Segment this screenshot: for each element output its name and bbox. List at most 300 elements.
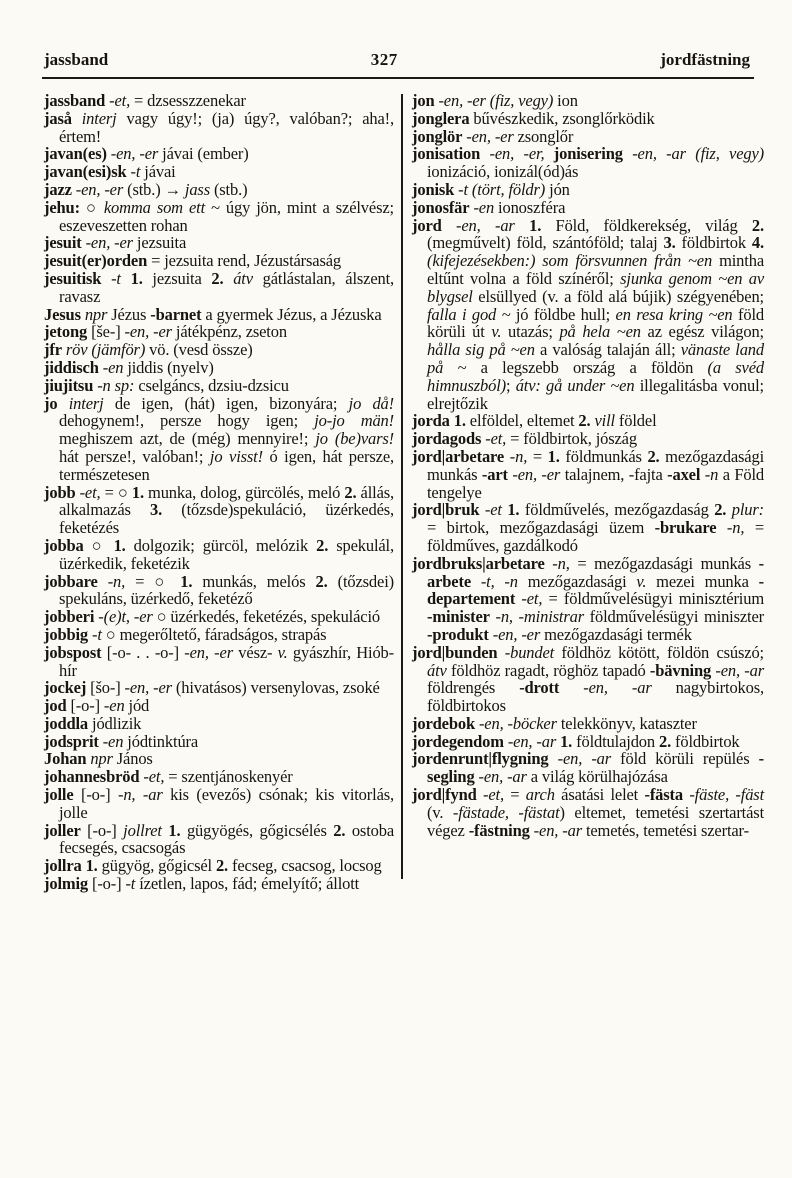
headword-bold-text: 1.	[120, 268, 143, 288]
grammar-italic-text: -en, -er	[120, 322, 172, 342]
headword-bold-text: joller	[44, 820, 81, 840]
dictionary-entry	[44, 181, 394, 199]
headword-bold-text: -departement	[427, 571, 764, 609]
headword-bold-text: jordegendom	[412, 731, 504, 751]
translation-text: mezőgazdasági	[517, 571, 637, 591]
grammar-italic-text: -t	[121, 874, 136, 894]
translation-text: földhöz kötött, földön csúszó;	[554, 642, 764, 662]
translation-text: kis (evezős) csónak; kis vitorlás, jolle	[59, 785, 394, 822]
translation-text: [-o-]	[80, 820, 117, 840]
grammar-italic-text: -en, -ar	[559, 678, 652, 698]
grammar-italic-text: -en, -er (fiz, vegy)	[434, 91, 554, 110]
headword-bold-text: jordebok	[412, 713, 475, 733]
dictionary-entry	[44, 697, 394, 715]
translation-text: vagy úgy!; (ja) úgy?, valóban?; aha!, értem!	[59, 108, 394, 146]
headword-bold-text: jiujitsu	[44, 375, 94, 395]
grammar-italic-text: -en, -böcker	[474, 713, 557, 733]
headword-bold-text: jesuit(er)orden	[44, 251, 148, 271]
translation-text: [šo-]	[86, 678, 121, 698]
grammar-italic-text: -et	[479, 500, 502, 520]
grammar-italic-text: -n,	[544, 553, 570, 573]
headword-bold-text: 2.	[714, 500, 727, 520]
headword-bold-text: jehu:	[44, 197, 80, 217]
translation-text: vö. (vesd össze)	[145, 340, 253, 360]
translation-text: jiddis (nyelv)	[123, 357, 214, 377]
dictionary-entry	[44, 644, 394, 680]
translation-text: ○ megerőltető, fáradságos, strapás	[101, 624, 327, 644]
translation-text: nagybirtokos, földbirtokos	[427, 678, 764, 716]
grammar-italic-text: -en, -ar	[503, 731, 557, 751]
headword-bold-text: Jesus	[44, 304, 81, 324]
translation-text: föld körüli repülés	[611, 749, 759, 769]
dictionary-entry	[412, 412, 764, 430]
grammar-italic-text: på hela ~en	[559, 322, 641, 342]
headword-bold-text: joddla	[44, 713, 89, 733]
grammar-italic-text: -en, -er,	[480, 144, 545, 164]
dictionary-entry	[44, 306, 394, 324]
translation-text: gyászhír, Hiób-hír	[59, 642, 394, 680]
headword-bold-text: jord|bunden	[412, 642, 498, 662]
headword-bold-text: 1.	[180, 571, 193, 591]
dictionary-entry	[412, 501, 764, 554]
translation-text: ;	[506, 375, 516, 395]
translation-text: [-o-]	[88, 874, 122, 894]
translation-text: az egész világon;	[640, 322, 764, 342]
grammar-italic-text: vänaste land på ~	[427, 340, 764, 377]
translation-text: = földbirtok, jószág	[506, 429, 637, 449]
translation-text: (tőzsde)spekuláció, üzérkedés, feketézés	[59, 500, 394, 538]
translation-text: jezsuita	[142, 268, 202, 288]
translation-text: zsonglőr	[513, 126, 574, 146]
grammar-italic-text: -en, -er	[71, 179, 124, 199]
translation-text: = mezőgazdasági munkás	[569, 553, 759, 573]
dictionary-entry	[44, 163, 394, 181]
grammar-italic-text: -en, -er	[488, 624, 541, 644]
translation-text: gügyög, gőgicsél	[97, 856, 216, 876]
grammar-italic-text: falla i god ~	[427, 304, 511, 324]
grammar-italic-text: -t (tört, földr)	[454, 179, 546, 199]
grammar-italic-text: átv	[427, 660, 447, 680]
grammar-italic-text: -n, -ar	[110, 785, 163, 805]
grammar-italic-text: npr	[86, 749, 113, 769]
headword-bold-text: -fästa	[644, 785, 683, 805]
translation-text: ostoba fecsegés, csacsogás	[59, 820, 394, 858]
grammar-italic-text: -n,	[504, 446, 528, 466]
dictionary-entry	[412, 733, 764, 751]
grammar-italic-text: -n,	[97, 571, 126, 591]
grammar-italic-text: v.	[277, 642, 288, 662]
dictionary-entry	[44, 199, 394, 235]
grammar-italic-text: jo visst!	[209, 446, 263, 466]
dictionary-entry	[44, 270, 394, 306]
headword-bold-text: jobberi	[44, 607, 95, 627]
dictionary-entry	[412, 181, 764, 199]
dictionary-entry	[44, 733, 394, 751]
grammar-italic-text: -en, -er	[462, 126, 514, 146]
translation-text: ○	[79, 197, 104, 217]
translation-text: hát persze!, valóban!;	[59, 446, 210, 466]
dictionary-entry	[412, 715, 764, 733]
grammar-italic-text: -en, -er	[106, 144, 159, 164]
translation-text: János	[112, 749, 153, 769]
translation-text: illegalitásba vonul; elrejtőzik	[427, 375, 764, 413]
dictionary-entry	[412, 786, 764, 839]
translation-text: (tőzsdei) spekuláns, üzérkedő, feketéző	[59, 571, 394, 609]
header-left-guideword: jassband	[44, 50, 109, 69]
headword-bold-text: -arbete	[427, 553, 764, 591]
translation-text: gátlástalan, álszent, ravasz	[59, 268, 394, 306]
headword-bold-text: 1.	[113, 535, 126, 555]
translation-text: Jézus	[107, 304, 147, 324]
headword-bold-text: jobbare	[44, 571, 98, 591]
translation-text: = földműves, gazdálkodó	[427, 518, 764, 555]
grammar-italic-text: -en	[99, 696, 125, 716]
translation-text: föld körüli út	[427, 304, 764, 342]
translation-text: de igen, (hát) igen, bizonyára;	[103, 393, 349, 413]
translation-text: (megművelt) föld, szántóföld; talaj	[427, 233, 664, 253]
headword-bold-text: 2.	[647, 446, 660, 466]
headword-bold-text: jazz	[44, 179, 72, 199]
dictionary-entry	[44, 145, 394, 163]
grammar-italic-text: -en, -er	[178, 642, 233, 662]
grammar-italic-text: -bundet	[497, 642, 555, 662]
headword-bold-text: jonglör	[412, 126, 463, 146]
headword-bold-text: johannesbröd	[44, 767, 140, 787]
grammar-italic-text: -t	[101, 268, 121, 288]
headword-bold-text: jobb	[44, 482, 76, 502]
translation-text: (hivatásos) versenylovas, zsoké	[171, 678, 380, 698]
translation-text: földel	[614, 411, 657, 431]
dictionary-entry	[412, 430, 764, 448]
grammar-italic-text: -en, -ar	[441, 215, 515, 235]
grammar-italic-text: -et,	[476, 785, 504, 805]
grammar-italic-text: -et,	[481, 429, 507, 449]
headword-bold-text: jesuit	[44, 233, 82, 253]
translation-text: jón	[545, 179, 570, 199]
grammar-italic-text: -en, -er	[120, 678, 172, 698]
translation-text: fecseg, csacsog, locsog	[228, 856, 382, 876]
headword-bold-text: jfr	[44, 340, 62, 360]
translation-text: a Föld tengelye	[427, 464, 764, 502]
headword-bold-text: jonglera	[412, 108, 470, 128]
dictionary-entry	[44, 323, 394, 341]
headword-bold-text: -bävning	[649, 660, 712, 680]
translation-text: talajnem, -fajta	[560, 464, 668, 484]
translation-text: gügyögés, gőgicsélés	[180, 820, 334, 840]
translation-text: [-o-]	[66, 696, 100, 716]
grammar-italic-text: átv	[223, 268, 253, 288]
grammar-italic-text: sjunka genom ~en av blygsel	[427, 268, 764, 306]
translation-text: = ○	[100, 482, 132, 502]
translation-text: földhöz ragadt, röghöz tapadó	[446, 660, 650, 680]
headword-bold-text: 1.	[161, 820, 181, 840]
translation-text: [še-]	[87, 322, 121, 342]
headword-bold-text: -barnet	[146, 304, 202, 324]
translation-text: földbirtok	[675, 233, 752, 253]
translation-text: telekkönyv, kataszter	[556, 713, 697, 733]
headword-bold-text: jon	[412, 91, 435, 110]
headword-bold-text: jord|arbetare	[412, 446, 505, 466]
headword-bold-text: jolmig	[44, 874, 89, 894]
dictionary-entry	[44, 395, 394, 484]
translation-text: ásatási lelet	[554, 785, 645, 805]
headword-bold-text: Johan	[44, 749, 87, 769]
dictionary-entry	[44, 359, 394, 377]
dictionary-entry	[412, 128, 764, 146]
dictionary-entry	[44, 608, 394, 626]
headword-bold-text: 2.	[578, 411, 591, 431]
dictionary-entry	[44, 768, 394, 786]
grammar-italic-text: -en	[98, 731, 124, 751]
translation-text: a gyermek Jézus, a Jézuska	[201, 304, 382, 324]
headword-bold-text: jockej	[44, 678, 87, 698]
translation-text: ízetlen, lapos, fád; émelyítő; állott	[135, 874, 360, 894]
running-header	[0, 0, 792, 70]
headword-bold-text: 2.	[333, 820, 346, 840]
translation-text: = szentjánoskenyér	[164, 767, 293, 787]
translation-text: jó földbe hull;	[510, 304, 616, 324]
dictionary-entry	[44, 92, 394, 110]
headword-bold-text: -segling	[427, 749, 764, 787]
grammar-italic-text: -en	[469, 197, 495, 217]
headword-bold-text: 3.	[663, 233, 676, 253]
headword-bold-text: 4.	[751, 233, 764, 253]
headword-bold-text: -drott	[519, 678, 560, 698]
dictionary-entry	[44, 626, 394, 644]
headword-bold-text: jassband	[44, 91, 106, 110]
headword-bold-text: -produkt	[427, 624, 489, 644]
headword-bold-text: 1.	[556, 731, 573, 751]
translation-text: ó igen, hát persze, természetesen	[59, 446, 394, 484]
headword-bold-text: jonosfär	[412, 197, 470, 217]
translation-text: munka, dolog, gürcölés, meló	[143, 482, 345, 502]
grammar-italic-text: -t	[88, 624, 102, 644]
translation-text: elsüllyed (v. a föld alá bújik) szégyenében;	[472, 286, 764, 306]
translation-text: dolgozik; gürcöl, melózik	[125, 535, 317, 555]
translation-text: jódtinktúra	[123, 731, 199, 751]
dictionary-entry	[412, 448, 764, 501]
translation-text: földrengés	[427, 678, 520, 698]
grammar-italic-text: -en, -ar (fiz, vegy)	[622, 144, 764, 164]
translation-text: a valóság talaján áll;	[534, 340, 681, 360]
grammar-italic-text: v.	[491, 322, 502, 342]
translation-text: mezőgazdasági termék	[540, 624, 692, 644]
translation-text: utazás;	[501, 322, 560, 342]
grammar-italic-text: -en, -ar	[711, 660, 764, 680]
headword-bold-text: 2.	[751, 215, 764, 235]
translation-text: dehogynem!, persze hogy igen;	[59, 411, 315, 431]
translation-text: földbirtok	[671, 731, 740, 751]
grammar-italic-text: jo då!	[348, 393, 394, 413]
column-divider	[401, 94, 403, 879]
translation-text: mezőgazdasági munkás	[427, 446, 765, 484]
dictionary-entry	[44, 234, 394, 252]
translation-text: = ○	[125, 571, 181, 591]
dictionary-entry	[44, 537, 394, 573]
grammar-italic-text: jollret	[116, 820, 162, 840]
dictionary-entry	[44, 750, 394, 768]
right-column	[412, 92, 764, 893]
translation-text: (stb.) →	[123, 179, 185, 199]
headword-bold-text: 1.	[81, 856, 98, 876]
grammar-italic-text: en resa kring ~en	[615, 304, 733, 324]
grammar-italic-text: -n,	[716, 518, 745, 538]
grammar-italic-text: -et,	[515, 589, 543, 609]
grammar-italic-text: arch	[525, 785, 555, 805]
grammar-italic-text: -et,	[139, 767, 165, 787]
translation-text: cselgáncs, dzsiu-dzsicu	[134, 375, 289, 395]
grammar-italic-text: (kifejezésekben:) som försvunnen från ~en	[427, 251, 713, 271]
grammar-italic-text: -fäste, -fäst	[682, 785, 764, 805]
translation-text: jód	[124, 696, 150, 716]
headword-bold-text: jordbruks|arbetare	[412, 553, 545, 573]
translation-text: állás, alkalmazás	[59, 482, 394, 520]
dictionary-entry	[44, 715, 394, 733]
translation-text: jávai (ember)	[158, 144, 249, 164]
translation-text: meghiszem azt, de (még) mennyire!;	[59, 429, 316, 449]
translation-text: ionoszféra	[494, 197, 566, 217]
translation-text: földmunkás	[559, 446, 648, 466]
headword-bold-text: jaså	[44, 108, 72, 128]
headword-bold-text: 2.	[201, 268, 224, 288]
headword-bold-text: jordagods	[412, 429, 482, 449]
translation-text: játékpénz, zseton	[171, 322, 287, 342]
dictionary-entry	[44, 822, 394, 858]
grammar-italic-text: -et,	[75, 482, 101, 502]
headword-bold-text: jobbig	[44, 624, 89, 644]
grammar-italic-text: -et,	[105, 91, 131, 110]
grammar-italic-text: -en	[98, 357, 124, 377]
grammar-italic-text: -en, -er	[81, 233, 133, 253]
translation-text: bűvészkedik, zsonglőrködik	[469, 108, 655, 128]
translation-text: elföldel, eltemet	[465, 411, 579, 431]
headword-bold-text: jord	[412, 215, 442, 235]
headword-bold-text: jobba	[44, 535, 84, 555]
grammar-italic-text: v.	[636, 571, 647, 591]
left-column	[44, 92, 394, 893]
headword-bold-text: 2.	[316, 535, 329, 555]
headword-bold-text: jodsprit	[44, 731, 99, 751]
page-number: 327	[370, 50, 398, 69]
dictionary-entry	[44, 110, 394, 146]
translation-text: = jezsuita rend, Jézustársaság	[147, 251, 342, 271]
headword-bold-text: 2.	[215, 856, 229, 876]
grammar-italic-text: röv (jämför)	[61, 340, 146, 360]
grammar-italic-text: interj	[57, 393, 104, 413]
grammar-italic-text: plur:	[726, 500, 765, 520]
headword-bold-text: jord|bruk	[412, 500, 480, 520]
dictionary-entry	[44, 875, 394, 893]
headword-bold-text: jollra	[44, 856, 82, 876]
translation-text: a világ körülhajózása	[526, 767, 668, 787]
headword-bold-text: -axel	[667, 464, 701, 484]
dictionary-entry	[412, 92, 764, 110]
grammar-italic-text: -t	[126, 162, 141, 182]
dictionary-entry	[44, 377, 394, 395]
dictionary-entry	[44, 341, 394, 359]
headword-bold-text: jonisation	[412, 144, 481, 164]
grammar-italic-text: -en, -ar	[548, 749, 612, 769]
headword-bold-text: jetong	[44, 322, 88, 342]
translation-text: ~ úgy jön, mint a szélvész; eszeveszetten rohan	[59, 197, 394, 235]
headword-bold-text: javan(esi)sk	[44, 162, 127, 182]
translation-text: ion	[553, 91, 578, 110]
grammar-italic-text: -en, -ar	[474, 767, 527, 787]
translation-text: a legszebb ország a földön	[466, 357, 708, 377]
grammar-italic-text: jass	[184, 179, 210, 199]
dictionary-entry	[412, 145, 764, 181]
dictionary-entry	[44, 573, 394, 609]
translation-text: ionizáció, ionizál(ód)ás	[427, 162, 579, 182]
headword-bold-text: jorda	[412, 411, 450, 431]
translation-text: = dzsesszzenekar	[130, 91, 246, 110]
headword-bold-text: jonisk	[412, 179, 455, 199]
grammar-italic-text: interj	[71, 108, 117, 128]
headword-bold-text: 3.	[149, 500, 163, 520]
translation-text: spekulál, üzérkedik, feketézik	[59, 535, 394, 573]
headword-bold-text: 1.	[131, 482, 144, 502]
translation-text: (v.	[427, 802, 453, 822]
headword-bold-text: 1.	[514, 215, 542, 235]
translation-text: földművelésügyi miniszter	[583, 607, 765, 627]
grammar-italic-text: átv: gå under ~en	[515, 375, 635, 395]
grammar-italic-text: npr	[80, 304, 108, 324]
translation-text: =	[527, 446, 548, 466]
translation-text: = birtok, mezőgazdasági üzem	[427, 518, 655, 538]
grammar-italic-text: -en, -er	[507, 464, 561, 484]
headword-bold-text: 1.	[449, 411, 466, 431]
translation-text: mezei munka	[646, 571, 759, 591]
translation-text: mintha eltűnt volna a föld színéről;	[427, 251, 764, 288]
translation-text: jezsuita	[132, 233, 187, 253]
headword-bold-text: jolle	[44, 785, 74, 805]
dictionary-entry	[412, 555, 764, 644]
grammar-italic-text: -(e)t, -er	[94, 607, 153, 627]
grammar-italic-text: -en, -ar	[529, 820, 582, 840]
grammar-italic-text: jo-jo män!	[314, 411, 394, 431]
translation-text: jávai	[140, 162, 176, 182]
headword-bold-text: jiddisch	[44, 357, 99, 377]
headword-bold-text: 1.	[501, 500, 520, 520]
headword-bold-text: jordenrunt|flygning	[412, 749, 549, 769]
headword-bold-text: jesuitisk	[44, 268, 102, 288]
headword-bold-text: -fästning	[468, 820, 530, 840]
header-right-guideword: jordfästning	[660, 50, 750, 69]
headword-bold-text: jod	[44, 696, 67, 716]
headword-bold-text: jonisering	[544, 144, 623, 164]
headword-bold-text: 2.	[315, 571, 328, 591]
headword-bold-text: -art	[481, 464, 508, 484]
dictionary-entry	[412, 110, 764, 128]
headword-bold-text: -brukare	[654, 518, 717, 538]
translation-text: ○	[83, 535, 114, 555]
grammar-italic-text: komma som ett	[103, 197, 206, 217]
translation-text: Föld, földkerekség, világ	[541, 215, 752, 235]
dictionary-entry	[44, 857, 394, 875]
dictionary-entry	[44, 679, 394, 697]
headword-bold-text: javan(es)	[44, 144, 107, 164]
dictionary-entry	[44, 484, 394, 537]
headword-bold-text: 1.	[547, 446, 560, 466]
translation-text: (stb.)	[209, 179, 248, 199]
grammar-italic-text: -fästade, -fästat	[452, 802, 560, 822]
dictionary-entry	[412, 750, 764, 786]
translation-text: földtulajdon	[572, 731, 659, 751]
headword-bold-text: 2.	[658, 731, 672, 751]
translation-text: =	[503, 785, 526, 805]
grammar-italic-text: hålla sig på ~en	[427, 340, 535, 360]
grammar-italic-text: -n sp:	[93, 375, 135, 395]
